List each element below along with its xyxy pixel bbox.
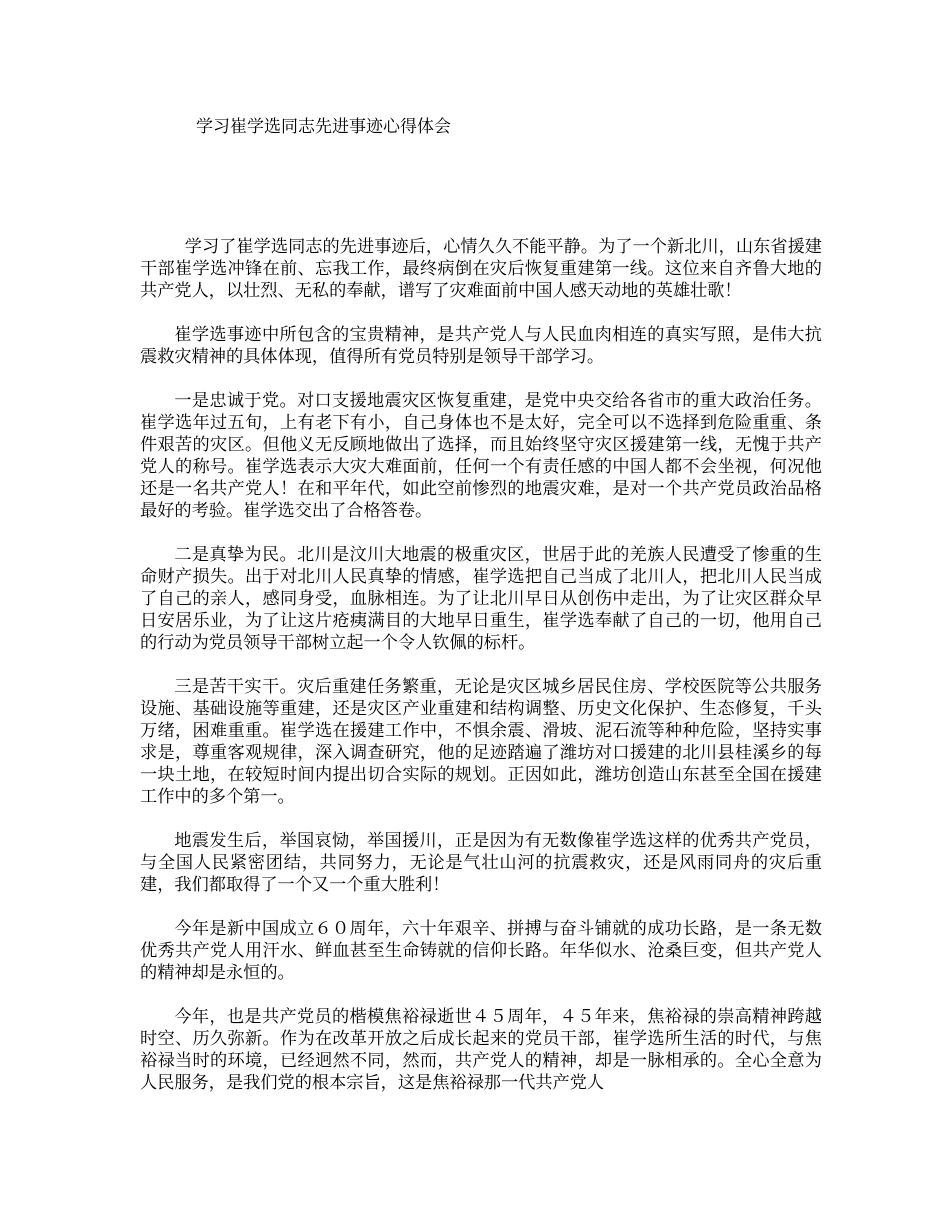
document-body bbox=[140, 236, 822, 1116]
paragraph-loyalty: 一是忠诚于党。对口支援地震灾区恢复重建，是党中央交给各省市的重大政治任务。崔学选年过五旬，上有老下有小，自己身体也不是太好，完全可以不选择到危险重重、条件艰苦的灾区。但他义无反顾地做出了选择，而且始终坚守灾区援建第一线，无愧于共产党人的称号。崔学选表示大灾大难面前，任何一个有责任感的中国人都不会坐视，何况他还是一名共产党人！在和平年代，如此空前惨烈的地震灾难，是对一个共产党员政治品格最好的考验。崔学选交出了合格答卷。 bbox=[140, 391, 822, 521]
paragraph-hard-work: 三是苦干实干。灾后重建任务繁重，无论是灾区城乡居民住房、学校医院等公共服务设施、基础设施等重建，还是灾区产业重建和结构调整、历史文化保护、生态修复，千头万绪，困难重重。崔学选在援建工作中，不惧余震、滑坡、泥石流等种种危险，坚持实事求是，尊重客观规律，深入调查研究，他的足迹踏遍了潍坊对口援建的北川县桂溪乡的每一块土地，在较短时间内提出切合实际的规划。正因如此，潍坊创造山东甚至全国在援建工作中的多个第一。 bbox=[140, 677, 822, 807]
document-title: 学习崔学选同志先进事迹心得体会 bbox=[196, 117, 451, 137]
paragraph-spirit: 崔学选事迹中所包含的宝贵精神，是共产党人与人民血肉相连的真实写照，是伟大抗震救灾精神的具体体现，值得所有党员特别是领导干部学习。 bbox=[140, 325, 822, 367]
paragraph-devotion: 二是真挚为民。北川是汶川大地震的极重灾区，世居于此的羌族人民遭受了惨重的生命财产损失。出于对北川人民真挚的情感，崔学选把自己当成了北川人，把北川人民当成了自己的亲人，感同身受，血脉相连。为了让北川早日从创伤中走出，为了让灾区群众早日安居乐业，为了让这片疮痍满目的大地早日重生，崔学选奉献了自己的一切，他用自己的行动为党员领导干部树立起一个令人钦佩的标杆。 bbox=[140, 545, 822, 653]
paragraph-anniversary: 今年是新中国成立６０周年，六十年艰辛、拼搏与奋斗铺就的成功长路，是一条无数优秀共产党人用汗水、鲜血甚至生命铸就的信仰长路。年华似水、沧桑巨变，但共产党人的精神却是永恒的。 bbox=[140, 919, 822, 983]
paragraph-intro: 学习了崔学选同志的先进事迹后，心情久久不能平静。为了一个新北川，山东省援建干部崔学选冲锋在前、忘我工作，最终病倒在灾后恢复重建第一线。这位来自齐鲁大地的共产党人，以壮烈、无私的奉献，谱写了灾难面前中国人感天动地的英雄壮歌！ bbox=[140, 237, 822, 301]
paragraph-jiao-yulu: 今年，也是共产党员的楷模焦裕禄逝世４５周年，４５年来，焦裕禄的崇高精神跨越时空、历久弥新。作为在改革开放之后成长起来的党员干部，崔学选所生活的时代，与焦裕禄当时的环境，已经迥然不同，然而，共产党人的精神，却是一脉相承的。全心全意为人民服务，是我们党的根本宗旨，这是焦裕禄那一代共产党人 bbox=[140, 1007, 822, 1093]
paragraph-earthquake: 地震发生后，举国哀恸，举国援川，正是因为有无数像崔学选这样的优秀共产党员，与全国人民紧密团结，共同努力，无论是气壮山河的抗震救灾，还是风雨同舟的灾后重建，我们都取得了一个又一个重大胜利！ bbox=[140, 831, 822, 895]
